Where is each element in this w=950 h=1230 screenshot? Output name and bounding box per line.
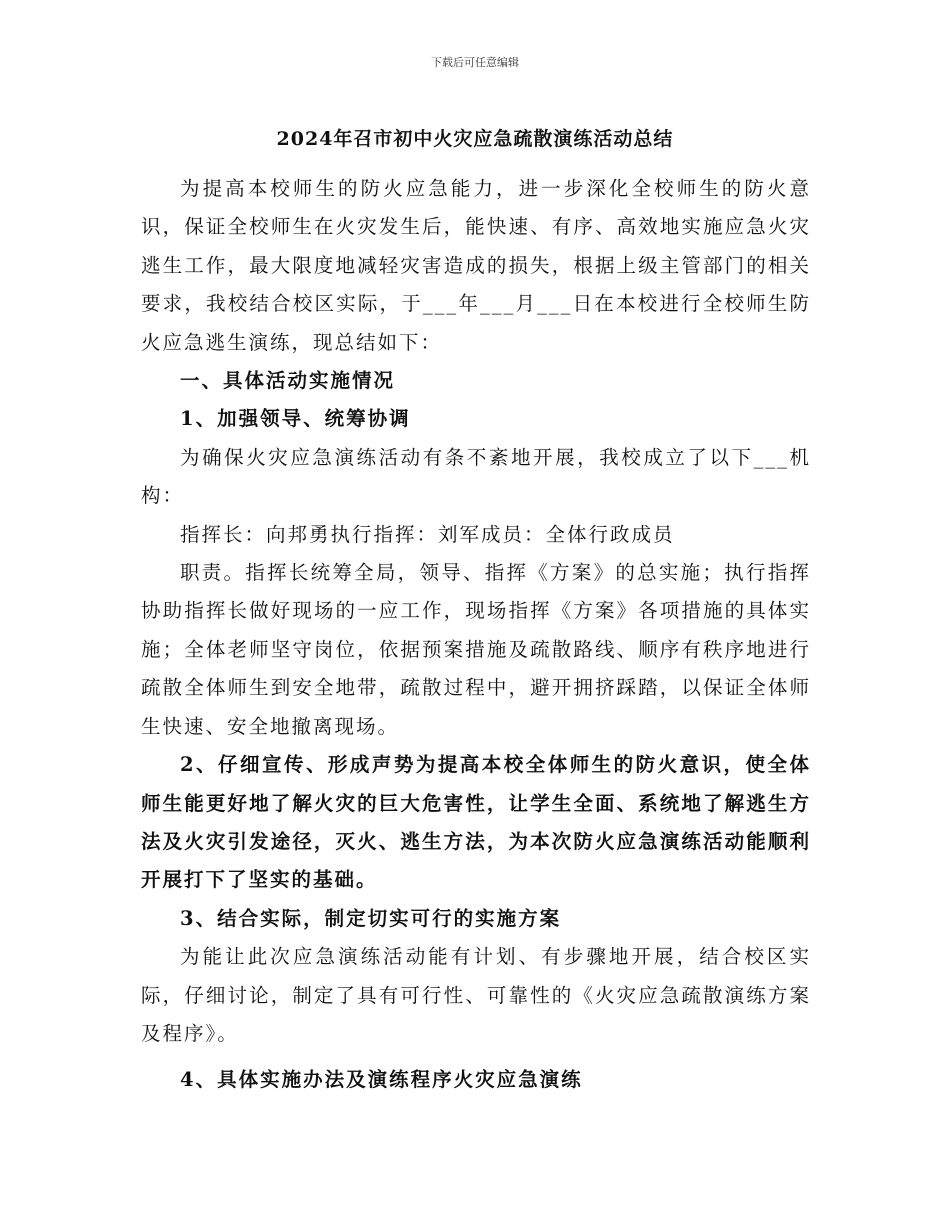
document-body [141,170,811,1100]
item-4-heading: 4、具体实施办法及演练程序火灾应急演练 [180,1068,583,1092]
item-3-heading: 3、结合实际，制定切实可行的实施方案 [180,906,562,930]
intro-paragraph: 为提高本校师生的防火应急能力，进一步深化全校师生的防火意识，保证全校师生在火灾发生后，能快速、有序、高效地实施应急火灾逃生工作，最大限度地减轻灾害造成的损失，根据上级主管部门的相关要求，我校结合校区实际，于___年___月___日在本校进行全校师生防火应急逃生演练，现总结如下： [141,177,811,354]
section-heading-1: 一、具体活动实施情况 [180,369,396,393]
document-title: 2024年召市初中火灾应急疏散演练活动总结 [276,128,674,150]
header-note: 下载后可任意编辑 [431,56,519,69]
item-1-heading: 1、加强领导、统筹协调 [180,407,411,431]
item-1-duties: 职责。指挥长统筹全局，领导、指挥《方案》的总实施；执行指挥协助指挥长做好现场的一应工作，现场指挥《方案》各项措施的具体实施；全体老师坚守岗位，依据预案措施及疏散路线、顺序有秩序地进行疏散全体师生到安全地带，疏散过程中，避开拥挤踩踏，以保证全体师生快速、安全地撤离现场。 [141,561,811,738]
item-1-members: 指挥长：向邦勇执行指挥：刘军成员：全体行政成员 [180,522,675,546]
item-1-text: 为确保火灾应急演练活动有条不紊地开展，我校成立了以下___机构： [141,445,811,508]
item-3-text: 为能让此次应急演练活动能有计划、有步骤地开展，结合校区实际，仔细讨论，制定了具有可行性、可靠性的《火灾应急疏散演练方案及程序》。 [141,945,811,1045]
item-2-paragraph: 2、仔细宣传、形成声势为提高本校全体师生的防火意识，使全体师生能更好地了解火灾的巨大危害性，让学生全面、系统地了解逃生方法及火灾引发途径，灭火、逃生方法，为本次防火应急演练活动能顺利开展打下了坚实的基础。 [141,753,811,892]
